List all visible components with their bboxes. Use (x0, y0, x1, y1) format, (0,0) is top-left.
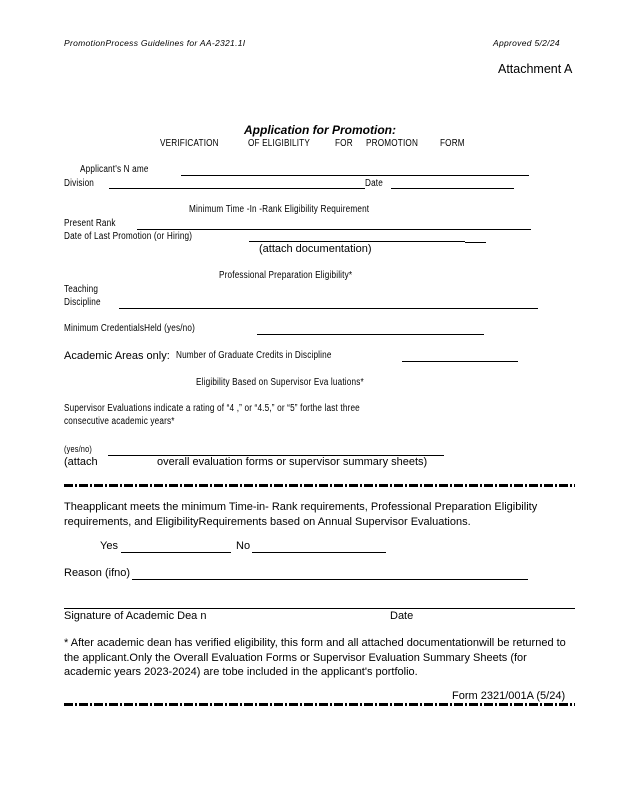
division-field[interactable] (109, 188, 365, 189)
certification-statement: Theapplicant meets the minimum Time-in- Rank requirements, Professional Preparation Eligibility requirements, and EligibilityRequirements based on Annual Supervisor Evaluations. (64, 501, 538, 528)
graduate-credits-field[interactable] (402, 361, 518, 362)
last-promotion-label: Date of Last Promotion (or Hiring) (64, 231, 193, 242)
academic-areas-label: Academic Areas only: (64, 350, 170, 362)
attach-eval-forms-note: overall evaluation forms or supervisor summary sheets) (157, 456, 428, 468)
attach-label: (attach (64, 456, 98, 468)
teaching-label-line2: Discipline (64, 297, 101, 308)
dean-signature-label: Signature of Academic Dea n (64, 610, 207, 622)
present-rank-field[interactable] (137, 229, 531, 230)
supervisor-eval-text-line2: consecutive academic years* (64, 416, 175, 427)
header-approved-date: Approved 5/2/24 (493, 38, 560, 48)
date-field[interactable] (391, 188, 514, 189)
form-subtitle-form: FORM (440, 138, 465, 149)
division-label: Division (64, 178, 95, 189)
form-number: Form 2321/001A (5/24) (452, 690, 566, 702)
supervisor-eval-yesno-label: (yes/no) (64, 444, 92, 454)
header-guidelines-ref: PromotionProcess Guidelines for AA-2321.1I (64, 38, 246, 48)
last-promotion-field-tail (465, 242, 486, 243)
teaching-discipline-field[interactable] (119, 308, 538, 309)
time-in-rank-heading: Minimum Time -In -Rank Eligibility Requirement (189, 204, 370, 215)
teaching-label-line1: Teaching (64, 284, 99, 295)
signature-date-label: Date (390, 610, 414, 622)
attach-documentation-note: (attach documentation) (259, 243, 372, 255)
applicant-name-field[interactable] (181, 175, 529, 176)
applicant-name-label: Applicant's N ame (80, 164, 149, 175)
no-label: No (236, 540, 251, 552)
yes-label: Yes (100, 540, 118, 552)
form-title: Application for Promotion: (244, 123, 396, 137)
supervisor-eval-heading: Eligibility Based on Supervisor Eva luations* (196, 377, 364, 388)
footnote: * After academic dean has verified eligibility, this form and all attached documentationwill be returned to the applicant.Only the Overall Evaluation Forms or Supervisor Evaluation Summary Sheets (for academic years 2023-2024) are tobe included in the applicant's portfolio. (64, 637, 566, 678)
signature-line[interactable] (64, 608, 575, 609)
present-rank-label: Present Rank (64, 218, 116, 229)
professional-prep-heading: Professional Preparation Eligibility* (219, 270, 353, 281)
form-subtitle-for: FOR (335, 138, 353, 149)
reason-field[interactable] (132, 579, 528, 580)
form-subtitle-eligibility: OF ELIGIBILITY (248, 138, 310, 149)
no-field[interactable] (252, 552, 386, 553)
section-divider (64, 484, 575, 487)
last-promotion-field[interactable] (249, 241, 465, 242)
form-subtitle-promotion: PROMOTION (366, 138, 419, 149)
form-subtitle-verification: VERIFICATION (160, 138, 219, 149)
credentials-field[interactable] (257, 334, 484, 335)
supervisor-eval-text-line1: Supervisor Evaluations indicate a rating of “4 ,” or “4.5,” or “5” forthe last three (64, 403, 360, 414)
reason-label: Reason (ifno) (64, 567, 131, 579)
credentials-label: Minimum CredentialsHeld (yes/no) (64, 323, 196, 334)
graduate-credits-label: Number of Graduate Credits in Discipline (176, 350, 332, 361)
attachment-label: Attachment A (498, 62, 573, 76)
date-label: Date (365, 178, 383, 189)
bottom-divider (64, 703, 575, 706)
yes-field[interactable] (121, 552, 231, 553)
